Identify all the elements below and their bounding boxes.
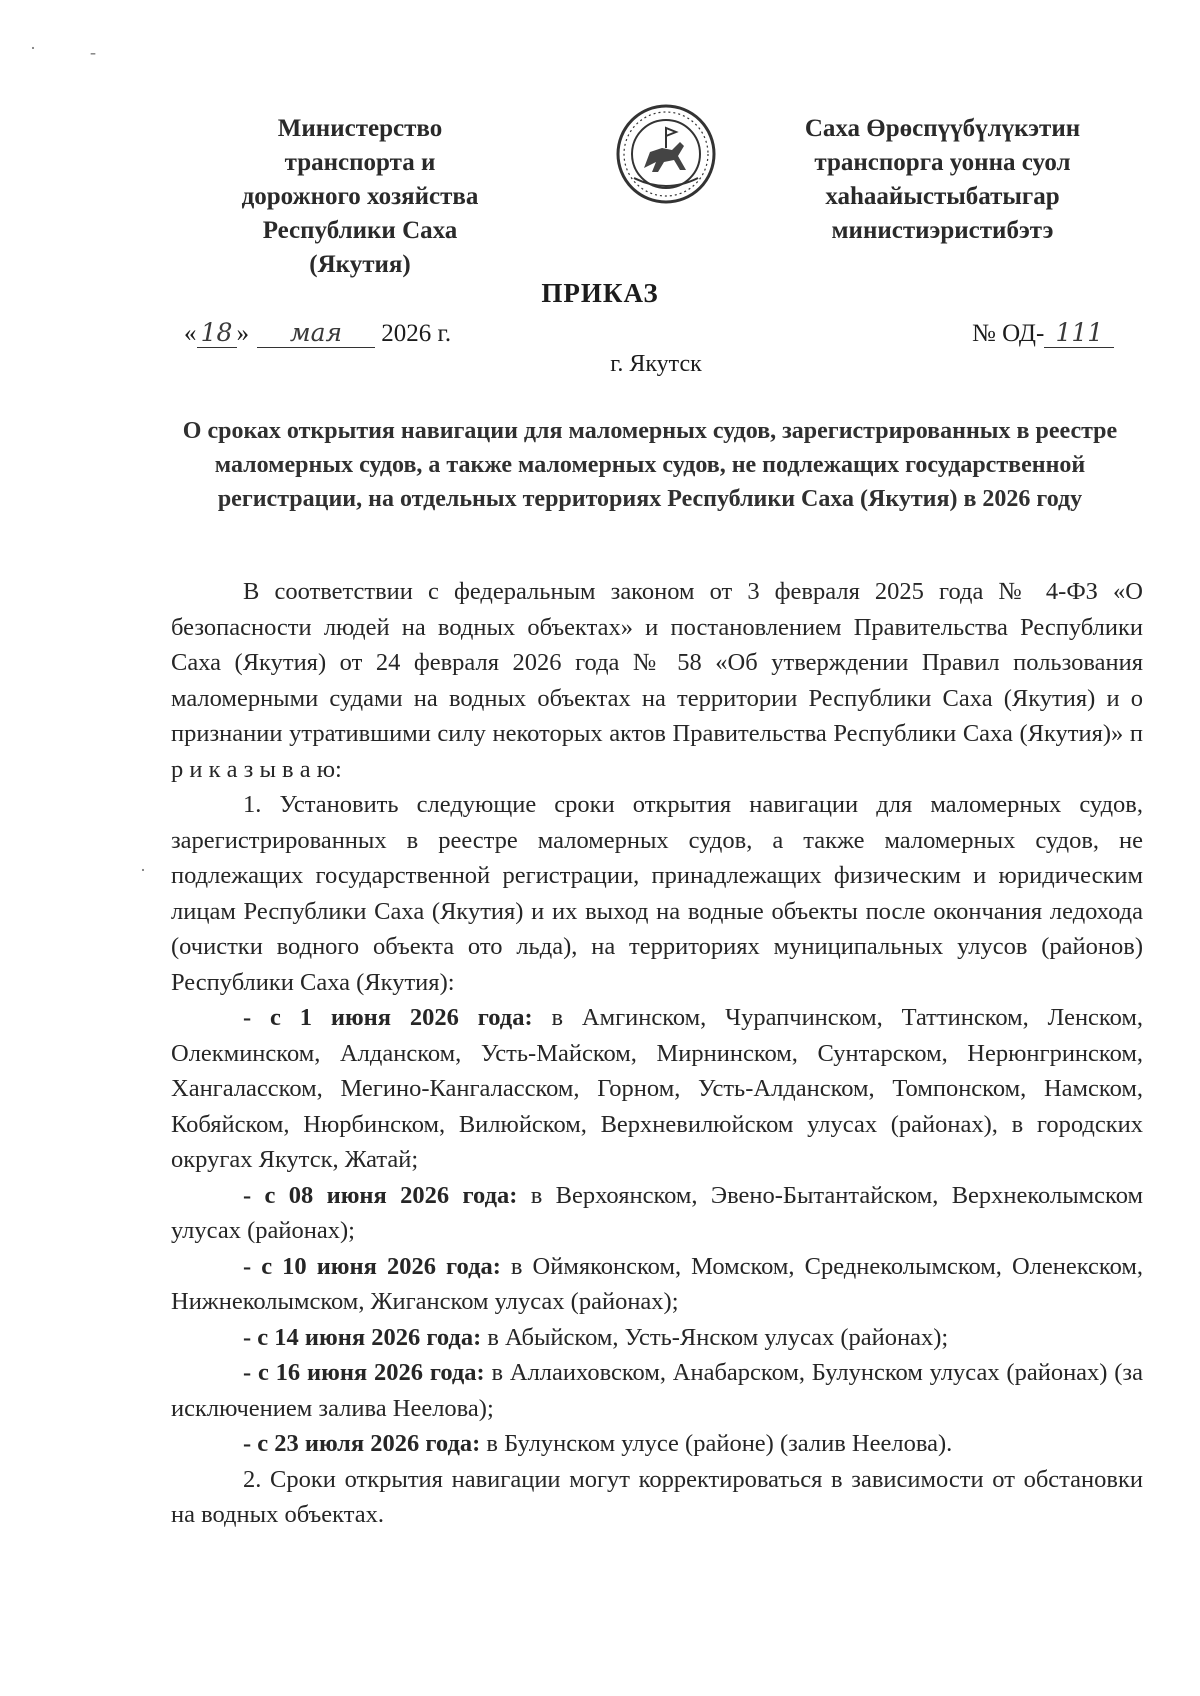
sakha-republic-emblem-icon	[614, 102, 718, 206]
period-date: - с 16 июня 2026 года:	[243, 1359, 485, 1386]
order-title: ПРИКАЗ	[541, 278, 659, 308]
order-date: « 18 » мая 2026 г.	[184, 318, 452, 347]
order-city: г. Якутск	[610, 351, 702, 377]
period-districts: в Аллаиховском, Анабарском, Булунском улусах (районах) (за исключением залива Неелова);	[171, 1359, 1143, 1422]
period-districts: в Верхоянском, Эвено-Бытантайском, Верхнеколымском улусах (районах);	[171, 1181, 1143, 1244]
scan-speck: ·	[30, 38, 36, 58]
period-item	[171, 1320, 1143, 1356]
period-item	[171, 1355, 1143, 1426]
period-districts: в Абыйском, Усть-Янском улусах (районах);	[481, 1323, 949, 1351]
item-1-paragraph: 1. Установить следующие сроки открытия навигации для маломерных судов, зарегистрированных в реестре маломерных судов, а также маломерных судов, не подлежащих государственной регистрации, принадлежащих физическим и юридическим лицам Республики Саха (Якутия) и их выход на водные объекты после окончания ледохода (очистки водного объекта ото льда), на территориях муниципальных улусов (районов) Республики Саха (Якутия):	[171, 791, 1143, 996]
order-month: мая	[257, 318, 375, 348]
scan-speck: -	[90, 42, 96, 62]
period-item	[171, 1249, 1143, 1320]
period-item	[171, 1426, 1143, 1462]
scan-speck: ·	[140, 860, 146, 880]
period-districts: в Булунском улусе (районе) (залив Неелова).	[480, 1430, 953, 1457]
period-districts: в Оймяконском, Момском, Среднеколымском, Оленекском, Нижнеколымском, Жиганском улусах (районах);	[171, 1252, 1143, 1315]
period-date: - с 14 июня 2026 года:	[243, 1323, 482, 1351]
preamble-paragraph: В соответствии с федеральным законом от 3 февраля 2025 года № 4-ФЗ «О безопасности людей на водных объектах» и постановлением Правительства Республики Саха (Якутия) от 24 февраля 2026 года № 58 «Об утверждении Правил пользования маломерными судами на водных объектах на территории Республики Саха (Якутия) и о признании утратившими силу некоторых актов Правительства Республики Саха (Якутия)» п р и к а з ы в а ю:	[171, 578, 1143, 783]
ministry-name-sakha: Саха Өрөспүүбүлүкэтин транспорга уонна суол хаһаайыстыбатыгар министиэристибэтэ	[804, 115, 1081, 244]
period-item	[171, 1178, 1143, 1249]
period-date: - с 10 июня 2026 года:	[243, 1252, 501, 1280]
order-day: 18	[197, 318, 237, 348]
order-number: № ОД- 111	[972, 318, 1114, 348]
period-date: - с 23 июля 2026 года:	[243, 1430, 481, 1457]
order-body	[171, 574, 1143, 1533]
ministry-name-russian: Министерство транспорта и дорожного хозяйства Республики Саха (Якутия)	[241, 115, 479, 278]
order-subject: О сроках открытия навигации для маломерных судов, зарегистрированных в реестре маломерных судов, а также маломерных судов, не подлежащих государственной регистрации, на отдельных территориях Республики Саха (Якутия) в 2026 году	[182, 418, 1118, 512]
order-number-value: 111	[1044, 318, 1114, 348]
period-date: - с 1 июня 2026 года:	[243, 1004, 533, 1031]
period-date: - с 08 июня 2026 года:	[243, 1181, 518, 1209]
period-districts: в Амгинском, Чурапчинском, Таттинском, Ленском, Олекминском, Алданском, Усть-Майском, Мирнинском, Сунтарском, Нерюнгринском, Хангаласском, Мегино-Кангаласском, Горном, Усть-Алданском, Томпонском, Намском, Кобяйском, Нюрбинском, Вилюйском, Верхневилюйском улусах (районах), в городских округах Якутск, Жатай;	[171, 1004, 1143, 1173]
order-year: 2026 г.	[381, 320, 452, 347]
item-2-paragraph: 2. Сроки открытия навигации могут корректироваться в зависимости от обстановки на водных объектах.	[171, 1465, 1143, 1528]
period-item	[171, 1000, 1143, 1178]
